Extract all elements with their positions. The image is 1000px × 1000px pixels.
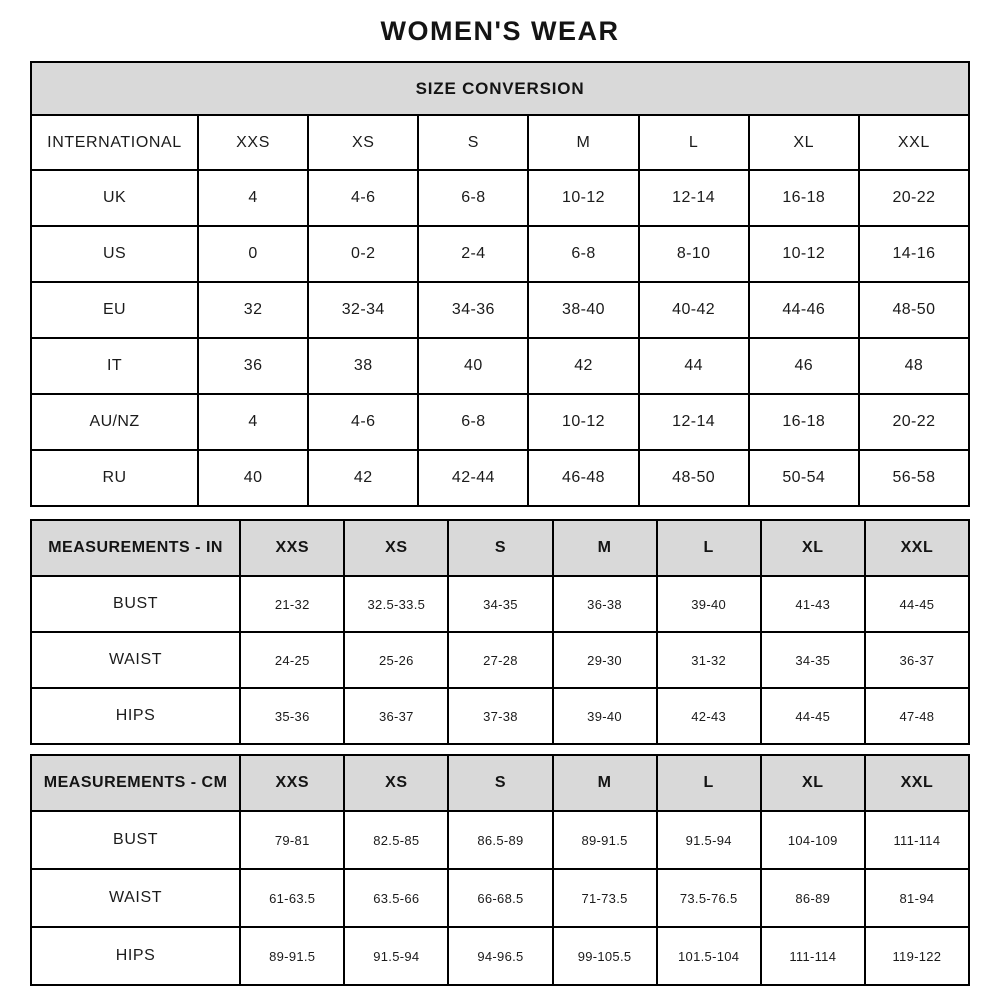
size-conversion-row-us-cell: 8-10: [639, 226, 749, 282]
measurements-cm-row-bust-cell: 111-114: [865, 811, 969, 869]
measurements-cm-header-row-cell: L: [657, 755, 761, 811]
measurements-in-row-bust-cell: 34-35: [448, 576, 552, 632]
size-conversion-row-it-cell: 46: [749, 338, 859, 394]
measurements-in-header-row: [31, 520, 969, 576]
measurements-cm-row-hips-cell: 89-91.5: [240, 927, 344, 985]
size-conversion-row-us-cell: 10-12: [749, 226, 859, 282]
size-conversion-row-eu: [31, 282, 969, 338]
size-conversion-row-us: [31, 226, 969, 282]
size-conversion-row-us-cell: 0-2: [308, 226, 418, 282]
measurements-in-header-row-cell: XS: [344, 520, 448, 576]
measurements-in-row-bust-cell: 32.5-33.5: [344, 576, 448, 632]
size-conversion-row-aunz-cell: 4-6: [308, 394, 418, 450]
measurements-cm-row-bust-cell: 104-109: [761, 811, 865, 869]
measurements-cm-row-bust-cell: 89-91.5: [553, 811, 657, 869]
size-conversion-row-us-cell: US: [31, 226, 198, 282]
measurements-in-row-waist-cell: 25-26: [344, 632, 448, 688]
measurements-cm-row-bust-cell: 91.5-94: [657, 811, 761, 869]
size-conversion-row-ru-cell: 48-50: [639, 450, 749, 506]
size-conversion-row-ru-cell: 56-58: [859, 450, 969, 506]
size-conversion-row-ru-cell: 50-54: [749, 450, 859, 506]
measurements-cm-header-row-cell: M: [553, 755, 657, 811]
measurements-in-header-row-cell: XXL: [865, 520, 969, 576]
size-conversion-row-eu-cell: 48-50: [859, 282, 969, 338]
measurements-in-row-waist-cell: 31-32: [657, 632, 761, 688]
size-conversion-columns-row-cell: L: [639, 115, 749, 170]
measurements-in-header-row-cell: XXS: [240, 520, 344, 576]
size-conversion-row-aunz-cell: 10-12: [528, 394, 638, 450]
size-conversion-row-eu-cell: 32: [198, 282, 308, 338]
measurements-in-body: [31, 520, 969, 744]
measurements-in-row-hips-cell: 47-48: [865, 688, 969, 744]
measurements-cm-header-row-cell: MEASUREMENTS - CM: [31, 755, 240, 811]
measurements-cm-row-bust-cell: 79-81: [240, 811, 344, 869]
measurements-in-row-hips-cell: 39-40: [553, 688, 657, 744]
measurements-cm-row-waist: [31, 869, 969, 927]
size-conversion-columns-row-cell: M: [528, 115, 638, 170]
measurements-in-row-waist: [31, 632, 969, 688]
size-conversion-columns-row-cell: XS: [308, 115, 418, 170]
measurements-in-row-waist-cell: 29-30: [553, 632, 657, 688]
size-conversion-row-ru-cell: 42-44: [418, 450, 528, 506]
size-conversion-columns-row-cell: XL: [749, 115, 859, 170]
measurements-in-row-bust-cell: 39-40: [657, 576, 761, 632]
size-conversion-row-us-cell: 6-8: [528, 226, 638, 282]
size-conversion-columns-row-cell: XXL: [859, 115, 969, 170]
size-conversion-row-aunz: [31, 394, 969, 450]
size-conversion-row-aunz-cell: 20-22: [859, 394, 969, 450]
size-conversion-row-ru: [31, 450, 969, 506]
size-conversion-columns-row-cell: S: [418, 115, 528, 170]
measurements-in-row-waist-cell: 24-25: [240, 632, 344, 688]
measurements-cm-row-hips-cell: 94-96.5: [448, 927, 552, 985]
measurements-cm-row-waist-cell: 71-73.5: [553, 869, 657, 927]
measurements-cm-row-waist-cell: 86-89: [761, 869, 865, 927]
size-conversion-row-uk-cell: 10-12: [528, 170, 638, 226]
size-conversion-row-us-cell: 14-16: [859, 226, 969, 282]
measurements-cm-row-waist-cell: 61-63.5: [240, 869, 344, 927]
measurements-cm-row-hips-cell: 119-122: [865, 927, 969, 985]
size-conversion-row-us-cell: 0: [198, 226, 308, 282]
size-conversion-row-eu-cell: 44-46: [749, 282, 859, 338]
measurements-in-header-row-cell: MEASUREMENTS - IN: [31, 520, 240, 576]
size-conversion-row-aunz-cell: 4: [198, 394, 308, 450]
measurements-in-row-hips-cell: 35-36: [240, 688, 344, 744]
measurements-in-row-hips-cell: 37-38: [448, 688, 552, 744]
size-conversion-columns-row-cell: XXS: [198, 115, 308, 170]
size-conversion-row-uk: [31, 170, 969, 226]
measurements-cm-row-hips-cell: HIPS: [31, 927, 240, 985]
measurements-in-row-bust-cell: 21-32: [240, 576, 344, 632]
measurements-in-row-hips-cell: HIPS: [31, 688, 240, 744]
measurements-in-row-waist-cell: 36-37: [865, 632, 969, 688]
measurements-in-row-bust-cell: 36-38: [553, 576, 657, 632]
size-conversion-row-it-cell: 38: [308, 338, 418, 394]
size-conversion-row-it-cell: 48: [859, 338, 969, 394]
measurements-cm-row-hips-cell: 99-105.5: [553, 927, 657, 985]
size-conversion-row-uk-cell: 4: [198, 170, 308, 226]
measurements-in-row-bust: [31, 576, 969, 632]
size-conversion-row-aunz-cell: 12-14: [639, 394, 749, 450]
size-conversion-row-it-cell: 42: [528, 338, 638, 394]
measurements-in-table: [30, 519, 970, 745]
size-conversion-row-eu-cell: 34-36: [418, 282, 528, 338]
measurements-cm-row-bust-cell: BUST: [31, 811, 240, 869]
measurements-in-header-row-cell: L: [657, 520, 761, 576]
size-conversion-row-uk-cell: 4-6: [308, 170, 418, 226]
measurements-cm-row-hips: [31, 927, 969, 985]
measurements-in-row-waist-cell: 34-35: [761, 632, 865, 688]
size-conversion-row-aunz-cell: AU/NZ: [31, 394, 198, 450]
size-conversion-row-uk-cell: 16-18: [749, 170, 859, 226]
measurements-in-row-bust-cell: BUST: [31, 576, 240, 632]
measurements-cm-row-bust: [31, 811, 969, 869]
measurements-in-row-hips: [31, 688, 969, 744]
measurements-in-header-row-cell: S: [448, 520, 552, 576]
size-conversion-row-ru-cell: 46-48: [528, 450, 638, 506]
measurements-cm-row-hips-cell: 91.5-94: [344, 927, 448, 985]
size-conversion-columns-row-cell: INTERNATIONAL: [31, 115, 198, 170]
size-conversion-row-it-cell: 36: [198, 338, 308, 394]
measurements-cm-header-row-cell: XL: [761, 755, 865, 811]
measurements-cm-header-row-cell: S: [448, 755, 552, 811]
measurements-cm-header-row-cell: XXS: [240, 755, 344, 811]
measurements-in-row-waist-cell: WAIST: [31, 632, 240, 688]
size-conversion-row-uk-cell: 12-14: [639, 170, 749, 226]
size-conversion-row-aunz-cell: 16-18: [749, 394, 859, 450]
measurements-in-row-hips-cell: 44-45: [761, 688, 865, 744]
size-conversion-row-ru-cell: 40: [198, 450, 308, 506]
measurements-in-row-hips-cell: 36-37: [344, 688, 448, 744]
measurements-cm-row-hips-cell: 111-114: [761, 927, 865, 985]
size-conversion-row-it-cell: 44: [639, 338, 749, 394]
size-conversion-row-eu-cell: 40-42: [639, 282, 749, 338]
measurements-cm-table: [30, 754, 970, 986]
size-conversion-row-uk-cell: 20-22: [859, 170, 969, 226]
measurements-in-row-bust-cell: 41-43: [761, 576, 865, 632]
measurements-cm-header-row-cell: XS: [344, 755, 448, 811]
measurements-cm-row-waist-cell: 73.5-76.5: [657, 869, 761, 927]
size-conversion-row-it-cell: IT: [31, 338, 198, 394]
measurements-cm-row-waist-cell: WAIST: [31, 869, 240, 927]
measurements-in-header-row-cell: M: [553, 520, 657, 576]
size-conversion-table: [30, 61, 970, 507]
measurements-cm-row-waist-cell: 66-68.5: [448, 869, 552, 927]
measurements-cm-body: [31, 755, 969, 985]
page-title: WOMEN'S WEAR: [380, 16, 620, 46]
size-conversion-row-eu-cell: 32-34: [308, 282, 418, 338]
size-conversion-row-us-cell: 2-4: [418, 226, 528, 282]
size-conversion-row-uk-cell: UK: [31, 170, 198, 226]
measurements-cm-header-row: [31, 755, 969, 811]
size-conversion-body: [31, 115, 969, 506]
measurements-in-row-bust-cell: 44-45: [865, 576, 969, 632]
size-conversion-title: SIZE CONVERSION: [31, 62, 969, 115]
measurements-cm-row-hips-cell: 101.5-104: [657, 927, 761, 985]
size-conversion-row-ru-cell: 42: [308, 450, 418, 506]
size-conversion-row-eu-cell: EU: [31, 282, 198, 338]
measurements-cm-header-row-cell: XXL: [865, 755, 969, 811]
size-conversion-title-row: [31, 62, 969, 115]
size-conversion-row-it: [31, 338, 969, 394]
size-conversion-row-it-cell: 40: [418, 338, 528, 394]
measurements-cm-row-waist-cell: 81-94: [865, 869, 969, 927]
measurements-cm-row-bust-cell: 86.5-89: [448, 811, 552, 869]
size-conversion-row-eu-cell: 38-40: [528, 282, 638, 338]
size-conversion-row-aunz-cell: 6-8: [418, 394, 528, 450]
measurements-in-row-waist-cell: 27-28: [448, 632, 552, 688]
measurements-cm-row-waist-cell: 63.5-66: [344, 869, 448, 927]
size-conversion-row-uk-cell: 6-8: [418, 170, 528, 226]
size-conversion-row-ru-cell: RU: [31, 450, 198, 506]
size-conversion-columns-row: [31, 115, 969, 170]
measurements-in-row-hips-cell: 42-43: [657, 688, 761, 744]
measurements-cm-row-bust-cell: 82.5-85: [344, 811, 448, 869]
measurements-in-header-row-cell: XL: [761, 520, 865, 576]
